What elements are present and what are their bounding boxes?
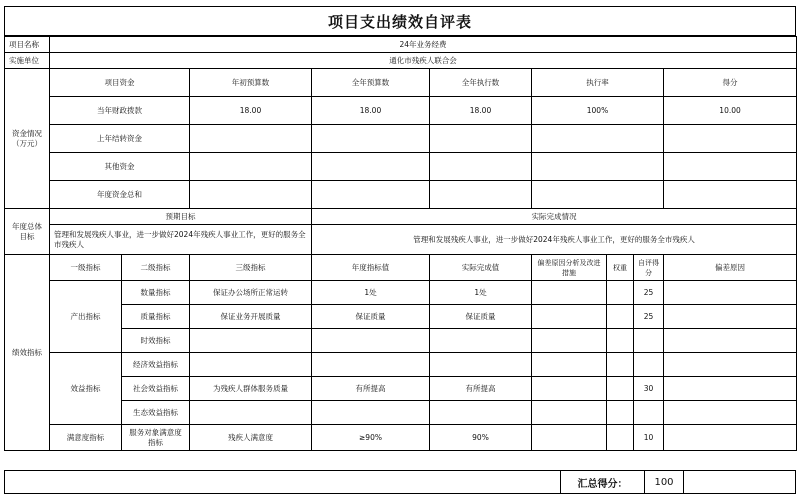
funding-value (312, 153, 430, 181)
funding-value (190, 125, 312, 153)
performance-row (5, 329, 797, 353)
target-value (312, 329, 430, 353)
performance-row (5, 353, 797, 377)
reason-cell (664, 329, 797, 353)
score-cell: 30 (634, 377, 664, 401)
weight-cell (607, 305, 634, 329)
funding-value: 18.00 (430, 97, 532, 125)
project-name-label: 项目名称 (5, 37, 50, 53)
performance-row (5, 377, 797, 401)
score-cell (634, 353, 664, 377)
reason-cell (664, 401, 797, 425)
evaluation-sheet (4, 6, 796, 494)
target-value: 有所提高 (312, 377, 430, 401)
page-title: 项目支出绩效自评表 (4, 6, 796, 36)
funding-row-label: 其他资金 (50, 153, 190, 181)
target-value: ≥90% (312, 425, 430, 451)
actual-value (430, 353, 532, 377)
level1-indicator: 产出指标 (50, 281, 122, 353)
funding-header-cell: 项目资金 (50, 69, 190, 97)
reason-cell (664, 377, 797, 401)
level2-indicator: 生态效益指标 (122, 401, 190, 425)
analysis-cell (532, 329, 607, 353)
level3-indicator: 保证业务开展质量 (190, 305, 312, 329)
level3-indicator (190, 353, 312, 377)
performance-header-cell: 三级指标 (190, 255, 312, 281)
performance-header-row (5, 255, 797, 281)
analysis-cell (532, 425, 607, 451)
analysis-cell (532, 281, 607, 305)
unit-row (5, 53, 797, 69)
funding-value (664, 153, 797, 181)
funding-value: 18.00 (190, 97, 312, 125)
reason-cell (664, 353, 797, 377)
actual-goal-header: 实际完成情况 (312, 209, 797, 225)
actual-value: 有所提高 (430, 377, 532, 401)
score-cell: 25 (634, 305, 664, 329)
weight-cell (607, 329, 634, 353)
reason-cell (664, 305, 797, 329)
score-cell: 25 (634, 281, 664, 305)
level3-indicator: 残疾人满意度 (190, 425, 312, 451)
target-value (312, 401, 430, 425)
level1-indicator: 效益指标 (50, 353, 122, 425)
performance-row (5, 425, 797, 451)
funding-value: 10.00 (664, 97, 797, 125)
performance-header-cell: 权重 (607, 255, 634, 281)
performance-row (5, 281, 797, 305)
level2-indicator: 经济效益指标 (122, 353, 190, 377)
funding-value (532, 181, 664, 209)
funding-value (190, 153, 312, 181)
level2-indicator: 质量指标 (122, 305, 190, 329)
total-score-value: 100 (644, 470, 684, 494)
level2-indicator: 社会效益指标 (122, 377, 190, 401)
funding-header-cell: 年初预算数 (190, 69, 312, 97)
funding-value (312, 125, 430, 153)
weight-cell (607, 281, 634, 305)
level2-indicator: 数量指标 (122, 281, 190, 305)
performance-header-cell: 实际完成值 (430, 255, 532, 281)
funding-header-cell: 执行率 (532, 69, 664, 97)
funding-value (430, 153, 532, 181)
actual-value (430, 329, 532, 353)
funding-row-label: 当年财政拨款 (50, 97, 190, 125)
analysis-cell (532, 305, 607, 329)
performance-row (5, 401, 797, 425)
funding-value (532, 125, 664, 153)
funding-value (312, 181, 430, 209)
reason-cell (664, 281, 797, 305)
analysis-cell (532, 401, 607, 425)
funding-header-cell: 全年执行数 (430, 69, 532, 97)
level3-indicator (190, 329, 312, 353)
level3-indicator: 为残疾人群体服务质量 (190, 377, 312, 401)
funding-row (5, 181, 797, 209)
target-value: 1处 (312, 281, 430, 305)
level2-indicator: 时效指标 (122, 329, 190, 353)
actual-value: 1处 (430, 281, 532, 305)
weight-cell (607, 353, 634, 377)
score-cell: 10 (634, 425, 664, 451)
level1-indicator: 满意度指标 (50, 425, 122, 451)
funding-value (190, 181, 312, 209)
funding-row (5, 125, 797, 153)
funding-row (5, 153, 797, 181)
goal-header-row (5, 209, 797, 225)
performance-label: 绩效指标 (5, 255, 50, 451)
performance-header-cell: 自评得分 (634, 255, 664, 281)
weight-cell (607, 377, 634, 401)
level3-indicator (190, 401, 312, 425)
actual-value: 保证质量 (430, 305, 532, 329)
expected-goal-header: 预期目标 (50, 209, 312, 225)
project-name-value: 24年业务经费 (50, 37, 797, 53)
funding-row-label: 上年结转资金 (50, 125, 190, 153)
performance-header-cell: 偏差原因分析及改进措施 (532, 255, 607, 281)
unit-label: 实施单位 (5, 53, 50, 69)
evaluation-table (4, 36, 797, 451)
weight-cell (607, 401, 634, 425)
expected-goal-text: 管理和发展残疾人事业，进一步做好2024年残疾人事业工作，更好的服务全市残疾人 (50, 225, 312, 255)
funding-value (430, 125, 532, 153)
score-cell (634, 329, 664, 353)
funding-row-label: 年度资金总和 (50, 181, 190, 209)
goal-text-row (5, 225, 797, 255)
funding-value (430, 181, 532, 209)
performance-header-cell: 偏差原因 (664, 255, 797, 281)
funding-value (664, 181, 797, 209)
performance-row (5, 305, 797, 329)
actual-goal-text: 管理和发展残疾人事业，进一步做好2024年残疾人事业工作，更好的服务全市残疾人 (312, 225, 797, 255)
funding-value (664, 125, 797, 153)
unit-value: 通化市残疾人联合会 (50, 53, 797, 69)
level3-indicator: 保证办公场所正常运转 (190, 281, 312, 305)
analysis-cell (532, 377, 607, 401)
total-row (4, 470, 796, 494)
funding-header-cell: 全年预算数 (312, 69, 430, 97)
funding-value (532, 153, 664, 181)
funding-row (5, 97, 797, 125)
goal-label: 年度总体目标 (5, 209, 50, 255)
funding-value: 100% (532, 97, 664, 125)
performance-header-cell: 二级指标 (122, 255, 190, 281)
target-value: 保证质量 (312, 305, 430, 329)
reason-cell (664, 425, 797, 451)
weight-cell (607, 425, 634, 451)
performance-header-cell: 年度指标值 (312, 255, 430, 281)
target-value (312, 353, 430, 377)
level2-indicator: 服务对象满意度指标 (122, 425, 190, 451)
actual-value (430, 401, 532, 425)
actual-value: 90% (430, 425, 532, 451)
funding-header-cell: 得分 (664, 69, 797, 97)
performance-header-cell: 一级指标 (50, 255, 122, 281)
project-name-row (5, 37, 797, 53)
funding-value: 18.00 (312, 97, 430, 125)
analysis-cell (532, 353, 607, 377)
funding-label: 资金情况 （万元） (5, 69, 50, 209)
score-cell (634, 401, 664, 425)
total-score-label: 汇总得分： (560, 470, 644, 494)
funding-header-row (5, 69, 797, 97)
